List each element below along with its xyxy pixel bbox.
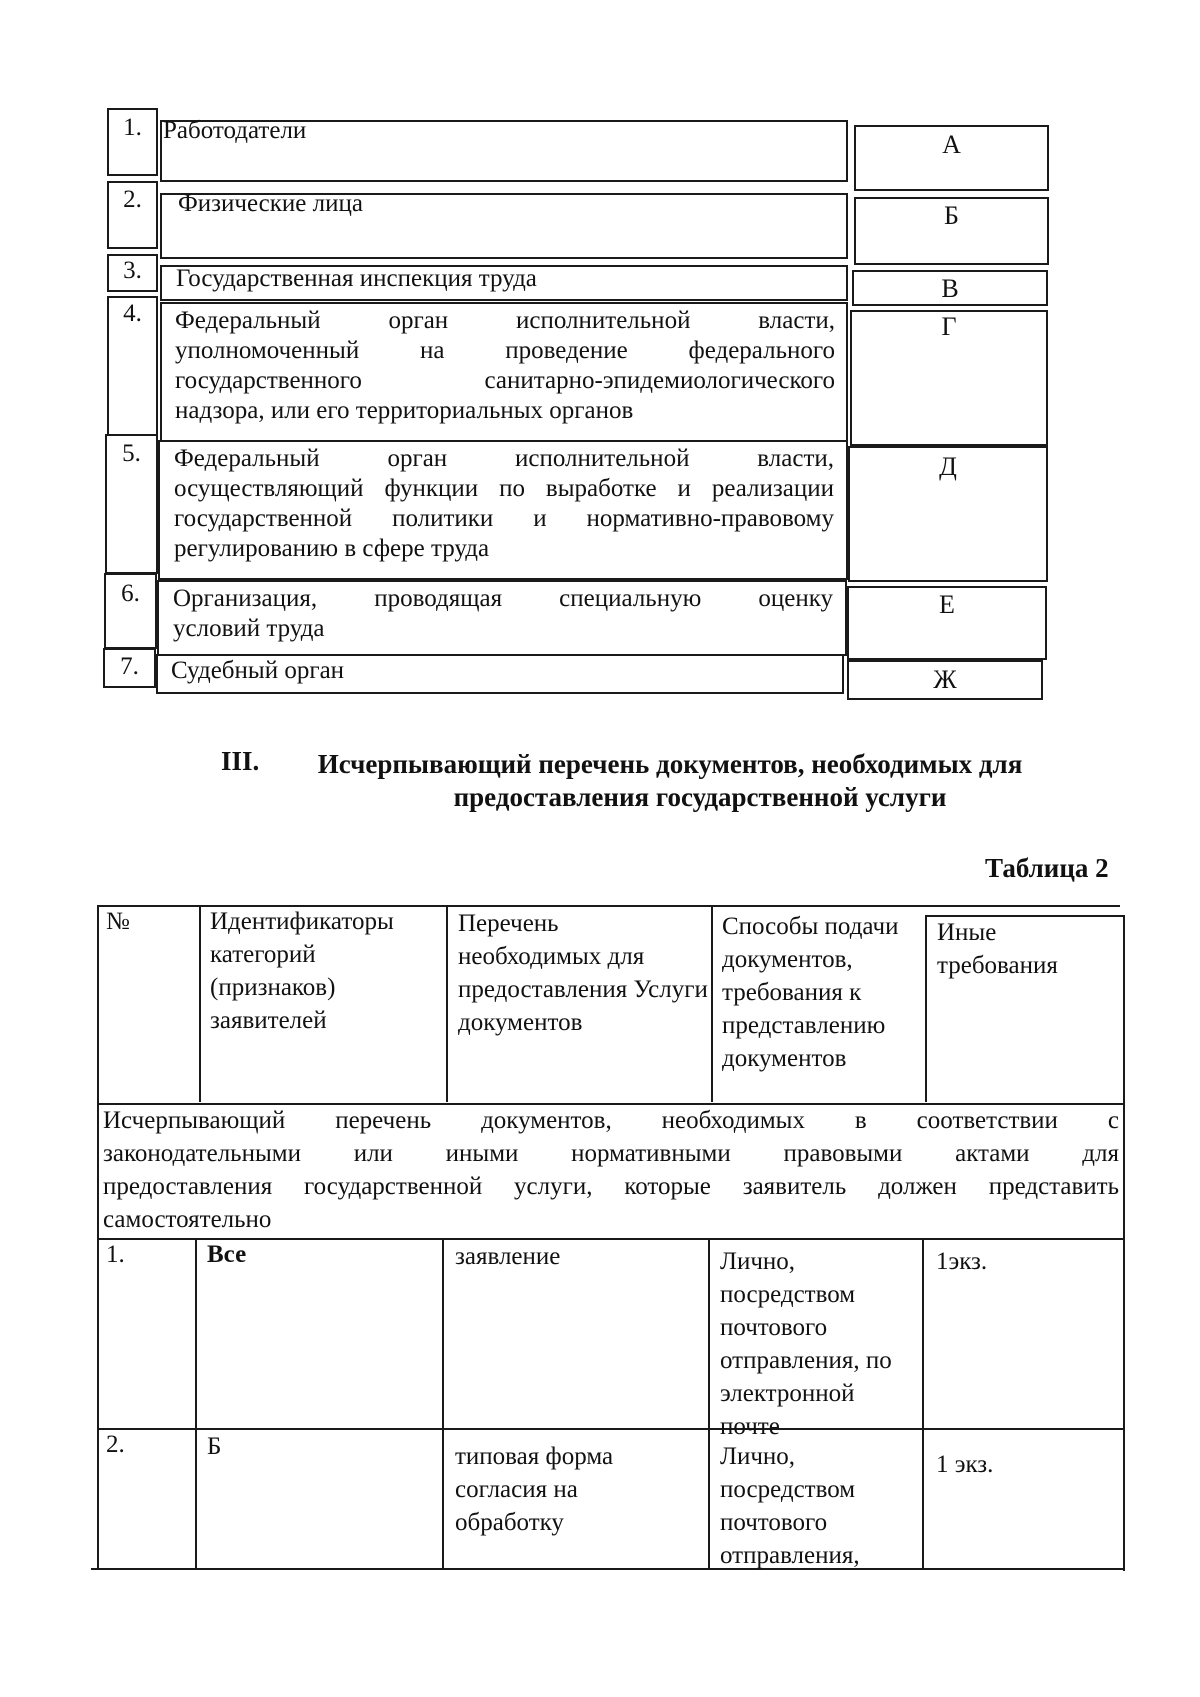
category-letter: Г (941, 312, 957, 341)
table-border (1123, 915, 1125, 1571)
category-line: надзора, или его территориальных органов (175, 397, 634, 424)
group-row-line: законодательными или иными нормативными правовыми актами для (103, 1140, 1119, 1167)
category-line: условий труда (173, 615, 325, 642)
category-line: осуществляющий функции по выработке и реализации (174, 475, 834, 502)
column-separator (446, 905, 448, 1102)
row-category: Б (207, 1433, 222, 1460)
category-letter: В (941, 274, 959, 303)
column-separator (195, 1238, 197, 1568)
category-label (174, 444, 834, 564)
category-label: Работодатели (163, 117, 307, 144)
header-other: Иные требования (937, 919, 1058, 979)
header-category: Идентификаторы категорий (признаков) заявителей (210, 908, 394, 1034)
row-number: 4. (123, 300, 142, 327)
row-number: 5. (122, 440, 141, 467)
row-other: 1 экз. (936, 1451, 994, 1478)
category-line: регулированию в сфере труда (174, 535, 490, 562)
row-number: 3. (123, 257, 142, 284)
documents-group-row (103, 1104, 1119, 1236)
column-separator (925, 915, 927, 1102)
category-line: государственного санитарно-эпидемиологического (175, 367, 835, 394)
row-number: 1. (123, 114, 142, 141)
row-category: Все (207, 1241, 247, 1268)
table-border (91, 1568, 1125, 1570)
category-letter: Е (939, 590, 955, 619)
section-title-line: предоставления государственной услуги (453, 782, 947, 812)
row-number: 2. (106, 1431, 125, 1458)
row-document: типовая форма согласия на обработку (455, 1443, 614, 1536)
row-method: Лично, посредством почтового отправления, по электронной почте (720, 1248, 892, 1440)
category-label (175, 306, 835, 426)
category-letter: Д (939, 452, 957, 481)
category-line: Федеральный орган исполнительной власти, (175, 307, 835, 334)
section-title (290, 748, 1050, 814)
category-label: Государственная инспекция труда (176, 265, 537, 292)
group-row-line: предоставления государственной услуги, которые заявитель должен представить (103, 1173, 1119, 1200)
table-border (97, 905, 99, 1569)
row-number: 7. (120, 653, 139, 680)
category-line: Федеральный орган исполнительной власти, (174, 445, 834, 472)
row-number: 6. (121, 580, 140, 607)
column-separator (711, 905, 713, 1102)
row-number: 1. (106, 1241, 125, 1268)
row-other: 1экз. (936, 1248, 988, 1275)
row-method: Лично, посредством почтового отправления, (720, 1443, 860, 1569)
column-separator (442, 1238, 444, 1568)
header-documents: Перечень необходимых для предоставления Услуги документов (458, 910, 708, 1036)
row-separator (97, 1428, 1125, 1430)
group-row-line: самостоятельно (103, 1206, 272, 1233)
row-document: заявление (455, 1243, 561, 1270)
column-separator (708, 1238, 710, 1568)
group-row-line: Исчерпывающий перечень документов, необходимых в соответствии с (103, 1107, 1119, 1134)
category-label: Судебный орган (171, 657, 345, 684)
table-caption: Таблица 2 (985, 853, 1109, 883)
category-label (173, 584, 833, 644)
section-title-line: Исчерпывающий перечень документов, необходимых для (317, 749, 1023, 779)
category-label: Физические лица (178, 190, 363, 217)
category-letter: Ж (933, 665, 957, 694)
category-letter: Б (944, 201, 959, 230)
column-separator (922, 1238, 924, 1568)
header-submission: Способы подачи документов, требования к представлению документов (722, 913, 899, 1072)
category-line: Организация, проводящая специальную оценку (173, 585, 833, 612)
category-letter: А (942, 130, 961, 159)
column-separator (199, 905, 201, 1102)
header-number: № (106, 908, 130, 935)
row-number: 2. (123, 186, 142, 213)
category-line: государственной политики и нормативно-правовому (174, 505, 834, 532)
category-line: уполномоченный на проведение федерального (175, 337, 835, 364)
section-number: III. (221, 746, 260, 776)
